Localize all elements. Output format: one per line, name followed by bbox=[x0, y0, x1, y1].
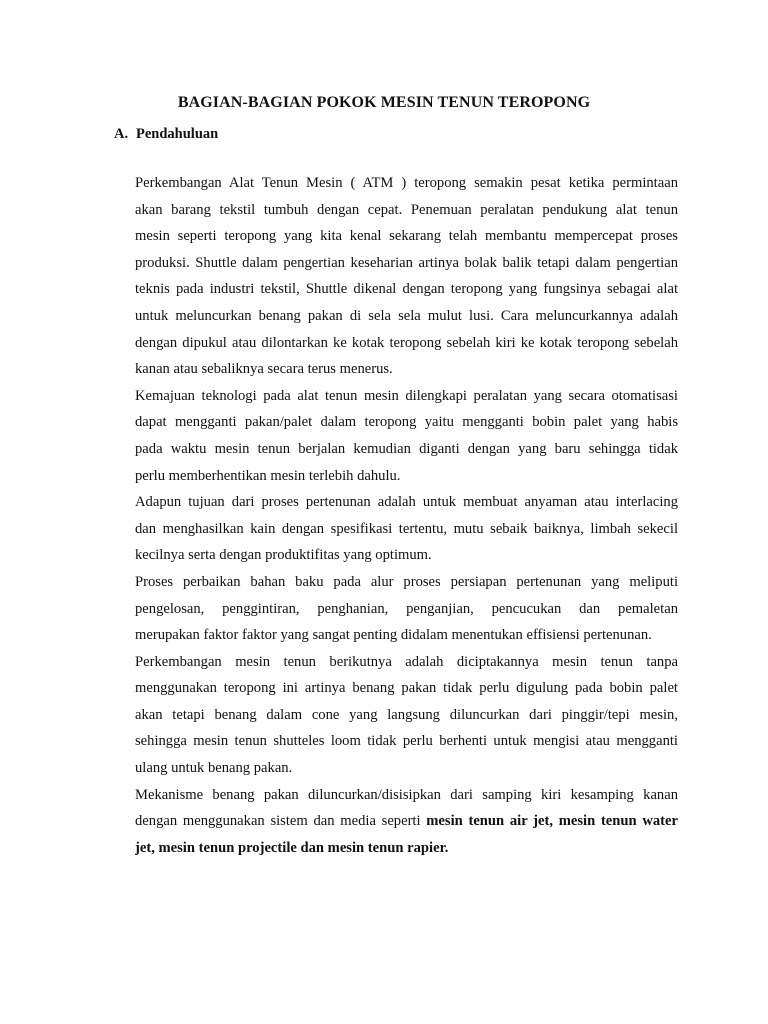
text-line bbox=[135, 808, 678, 835]
text-line: Adapun tujuan dari proses pertenunan adalah untuk membuat anyaman atau interlacing bbox=[135, 494, 678, 511]
text-line: Perkembangan mesin tenun berikutnya adalah diciptakannya mesin tenun tanpa bbox=[135, 653, 678, 670]
text-line: Kemajuan teknologi pada alat tenun mesin dilengkapi peralatan yang secara otomatisasi bbox=[135, 387, 678, 404]
text-line: akan tetapi benang dalam cone yang langsung diluncurkan dari pinggir/tepi mesin, bbox=[135, 706, 678, 723]
text-line: sehingga mesin tenun shutteles loom tidak perlu berhenti untuk mengisi atau mengganti bbox=[135, 733, 678, 750]
bold-text-line: jet, mesin tenun projectile dan mesin tenun rapier. bbox=[135, 839, 449, 856]
paragraph bbox=[135, 170, 678, 383]
paragraph bbox=[135, 489, 678, 569]
paragraph bbox=[135, 569, 678, 649]
text-line: pada waktu mesin tenun berjalan kemudian diganti dengan yang baru sehingga tidak bbox=[135, 440, 678, 457]
paragraph bbox=[135, 782, 678, 862]
text-line: perlu memberhentikan mesin terlebih dahulu. bbox=[135, 467, 401, 484]
paragraph bbox=[135, 649, 678, 782]
text-line: pengelosan, penggintiran, penghanian, penganjian, pencucukan dan pemaletan bbox=[135, 600, 678, 617]
document-body bbox=[135, 170, 678, 861]
section-heading-text: Pendahuluan bbox=[136, 126, 219, 142]
text-line: kanan atau sebaliknya secara terus menerus. bbox=[135, 361, 393, 378]
text-line: Perkembangan Alat Tenun Mesin ( ATM ) teropong semakin pesat ketika permintaan bbox=[135, 175, 678, 191]
text-line: untuk meluncurkan benang pakan di sela sela mulut lusi. Cara meluncurkannya adalah bbox=[135, 307, 678, 324]
text-line: mesin seperti teropong yang kita kenal sekarang telah membantu mempercepat proses bbox=[135, 228, 678, 245]
text-line: ulang untuk benang pakan. bbox=[135, 760, 293, 777]
text-line: dan menghasilkan kain dengan spesifikasi tertentu, mutu sebaik baiknya, limbah sekecil bbox=[135, 520, 678, 537]
document-title: BAGIAN-BAGIAN POKOK MESIN TENUN TEROPONG bbox=[177, 94, 591, 111]
text-line: Mekanisme benang pakan diluncurkan/disisipkan dari samping kiri kesamping kanan bbox=[135, 786, 678, 803]
text-line: dengan dipukul atau dilontarkan ke kotak teropong sebelah kiri ke kotak teropong sebelah bbox=[135, 334, 678, 351]
bold-text-run: mesin tenun air jet, mesin tenun water bbox=[426, 813, 678, 830]
text-line: dapat mengganti pakan/palet dalam teropong yaitu mengganti bobin palet yang habis bbox=[135, 414, 678, 431]
text-run: dengan menggunakan sistem dan media seperti bbox=[135, 813, 427, 830]
text-line: menggunakan teropong ini artinya benang pakan tidak perlu digulung pada bobin palet bbox=[135, 680, 678, 697]
text-line: teknis pada industri tekstil, Shuttle dikenal dengan teropong yang fungsinya sebagai alat bbox=[135, 281, 678, 298]
paragraph bbox=[135, 383, 678, 489]
text-line: produksi. Shuttle dalam pengertian keseharian artinya bolak balik tetapi dalam pengertian bbox=[135, 254, 678, 271]
text-line: merupakan faktor faktor yang sangat penting didalam menentukan effisiensi pertenunan. bbox=[135, 627, 652, 644]
text-line: kecilnya serta dengan produktifitas yang optimum. bbox=[135, 547, 432, 564]
text-line: Proses perbaikan bahan baku pada alur proses persiapan pertenunan yang meliputi bbox=[135, 573, 678, 590]
section-number: A. bbox=[114, 126, 129, 142]
text-line: akan barang tekstil tumbuh dengan cepat. Penemuan peralatan pendukung alat tenun bbox=[135, 201, 678, 218]
section-heading bbox=[114, 126, 218, 143]
